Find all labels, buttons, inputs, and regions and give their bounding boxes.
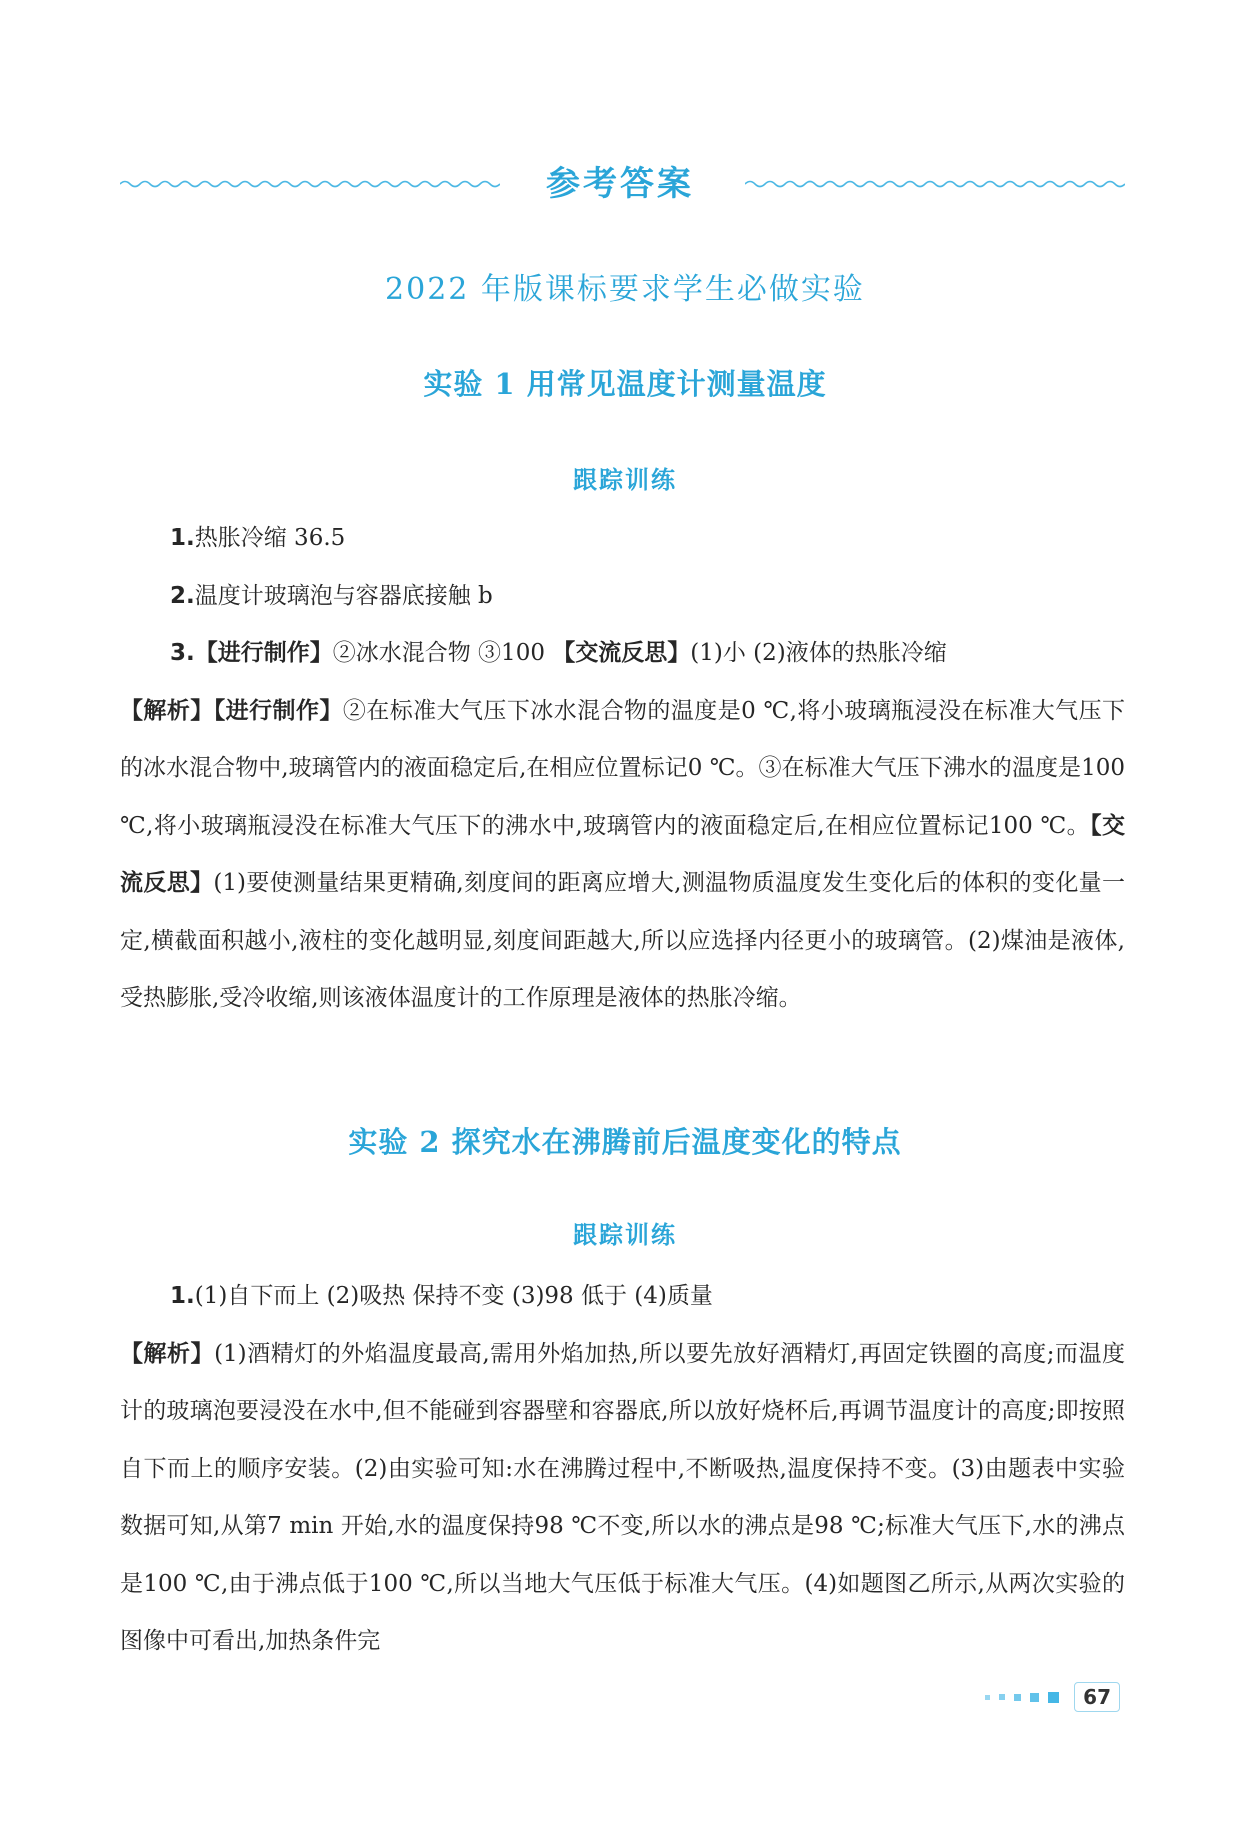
page-number: 67 [1074, 1682, 1120, 1712]
page-title: 参考答案 [546, 164, 694, 204]
answer-item [120, 568, 1125, 626]
answer-text: (1)小 (2)液体的热胀冷缩 [690, 640, 947, 666]
header [115, 148, 1125, 218]
decorative-dot [985, 1695, 990, 1700]
decorative-dot [1048, 1692, 1059, 1703]
answer-item [120, 510, 1125, 568]
answer-text: ②冰水混合物 ③100 [332, 640, 553, 666]
decorative-dot [999, 1694, 1005, 1700]
tag-label: 【交流反思】 [120, 812, 1125, 896]
wave-divider-right [745, 178, 1125, 190]
analysis-text: (1)要使测量结果更精确,刻度间的距离应增大,测温物质温度发生变化后的体积的变化量一定,横截面积越小,液柱的变化越明显,刻度间距越大,所以应选择内径更小的玻璃管。(2)煤油是液体,受热膨胀,受冷收缩,则该液体温度计的工作原理是液体的热胀冷缩。 [120, 870, 1126, 1011]
experiment-2-title: 实验 2 探究水在沸腾前后温度变化的特点 [348, 1125, 902, 1159]
tag-label: 【进行制作】 [194, 640, 333, 666]
experiment-2-answers [120, 1268, 1125, 1671]
experiment-1-subtitle: 跟踪训练 [573, 466, 677, 494]
page-footer [985, 1682, 1120, 1712]
analysis-paragraph [120, 1326, 1125, 1671]
decorative-dot [1014, 1694, 1021, 1701]
decorative-dot [1030, 1693, 1039, 1702]
analysis-text: ②在标准大气压下冰水混合物的温度是0 ℃,将小玻璃瓶浸没在标准大气压下的冰水混合物中,玻璃管内的液面稳定后,在相应位置标记0 ℃。③在标准大气压下沸水的温度是100 ℃,将小玻璃瓶浸没在标准大气压下的沸水中,玻璃管内的液面稳定后,在相应位置标记100 ℃。 [120, 697, 1126, 839]
item-number: 3. [170, 640, 195, 666]
tag-label: 【交流反思】 [552, 640, 691, 666]
item-number: 2. [170, 582, 195, 609]
experiment-1-title: 实验 1 用常见温度计测量温度 [423, 367, 827, 401]
analysis-tag: 【解析】 [120, 1340, 215, 1367]
tag-label: 【进行制作】 [213, 697, 343, 724]
answer-text: 热胀冷缩 36.5 [194, 525, 346, 551]
answer-item [120, 1268, 1125, 1326]
analysis-paragraph [120, 683, 1125, 1028]
item-number: 1. [170, 1283, 195, 1309]
answer-item [120, 625, 1125, 683]
experiment-2-subtitle: 跟踪训练 [573, 1221, 677, 1249]
section-title: 2022 年版课标要求学生必做实验 [385, 272, 865, 307]
answer-text: 温度计玻璃泡与容器底接触 b [194, 582, 493, 609]
answer-text: (1)自下而上 (2)吸热 保持不变 (3)98 低于 (4)质量 [194, 1283, 713, 1309]
item-number: 1. [170, 525, 195, 551]
experiment-1-answers [120, 510, 1125, 1028]
analysis-text: (1)酒精灯的外焰温度最高,需用外焰加热,所以要先放好酒精灯,再固定铁圈的高度;而温度计的玻璃泡要浸没在水中,但不能碰到容器壁和容器底,所以放好烧杯后,再调节温度计的高度;即按照自下而上的顺序安装。(2)由实验可知:水在沸腾过程中,不断吸热,温度保持不变。(3)由题表中实验数据可知,从第7 min 开始,水的温度保持98 ℃不变,所以水的沸点是98 ℃;标准大气压下,水的沸点是100 ℃,由于沸点低于100 ℃,所以当地大气压低于标准大气压。(4)如题图乙所示,从两次实验的图像中可看出,加热条件完 [120, 1340, 1126, 1654]
analysis-tag: 【解析】 [120, 697, 214, 724]
